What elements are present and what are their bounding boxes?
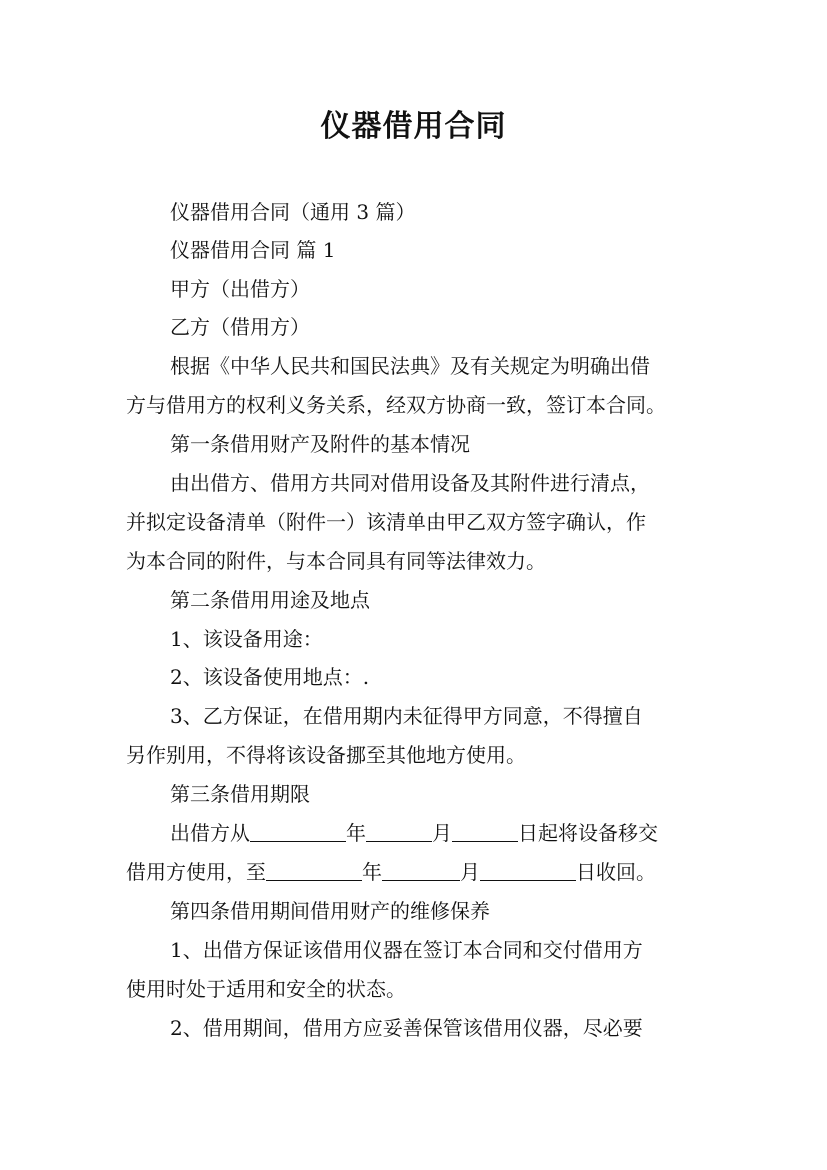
line-text: 年 xyxy=(362,860,382,884)
paragraph-line: 由出借方、借用方共同对借用设备及其附件进行清点， xyxy=(170,471,650,495)
line-text: 年 xyxy=(346,821,366,845)
document-title: 仪器借用合同 xyxy=(320,109,507,144)
list-item: 3、乙方保证，在借用期内未征得甲方同意，不得擅自 xyxy=(170,704,643,728)
list-item: 2、该设备使用地点：. xyxy=(170,665,370,689)
day-blank xyxy=(452,823,518,842)
section-heading: 仪器借用合同 篇 1 xyxy=(170,238,336,262)
date-fill-line xyxy=(126,860,716,884)
paragraph-line: 方与借用方的权利义务关系，经双方协商一致，签订本合同。 xyxy=(126,393,666,417)
line-text: 出借方从 xyxy=(170,821,250,845)
line-text: 日起将设备移交 xyxy=(518,821,658,845)
list-item: 2、借用期间，借用方应妥善保管该借用仪器，尽必要 xyxy=(170,1016,643,1040)
line-text: 借用方使用，至 xyxy=(126,860,266,884)
year-blank xyxy=(250,823,346,842)
subtitle-line: 仪器借用合同（通用 3 篇） xyxy=(170,200,416,224)
article-heading: 第二条借用用途及地点 xyxy=(170,588,370,612)
article-heading: 第三条借用期限 xyxy=(170,782,310,806)
list-item: 1、该设备用途： xyxy=(170,627,323,651)
paragraph-line: 为本合同的附件，与本合同具有同等法律效力。 xyxy=(126,549,546,573)
date-fill-line xyxy=(170,821,760,845)
article-heading: 第四条借用期间借用财产的维修保养 xyxy=(170,899,490,923)
list-item: 1、出借方保证该借用仪器在签订本合同和交付借用方 xyxy=(170,938,643,962)
year-blank xyxy=(266,862,362,881)
paragraph-line: 根据《中华人民共和国民法典》及有关规定为明确出借 xyxy=(170,354,650,378)
paragraph-line: 并拟定设备清单（附件一）该清单由甲乙双方签字确认，作 xyxy=(126,510,646,534)
line-text: 月 xyxy=(432,821,452,845)
party-a-line: 甲方（出借方） xyxy=(170,277,310,301)
month-blank xyxy=(382,862,460,881)
party-b-line: 乙方（借用方） xyxy=(170,315,310,339)
paragraph-line: 另作别用，不得将该设备挪至其他地方使用。 xyxy=(126,743,526,767)
line-text: 月 xyxy=(460,860,480,884)
line-text: 日收回。 xyxy=(576,860,656,884)
paragraph-line: 使用时处于适用和安全的状态。 xyxy=(126,977,406,1001)
day-blank xyxy=(480,862,576,881)
article-heading: 第一条借用财产及附件的基本情况 xyxy=(170,432,470,456)
month-blank xyxy=(366,823,432,842)
